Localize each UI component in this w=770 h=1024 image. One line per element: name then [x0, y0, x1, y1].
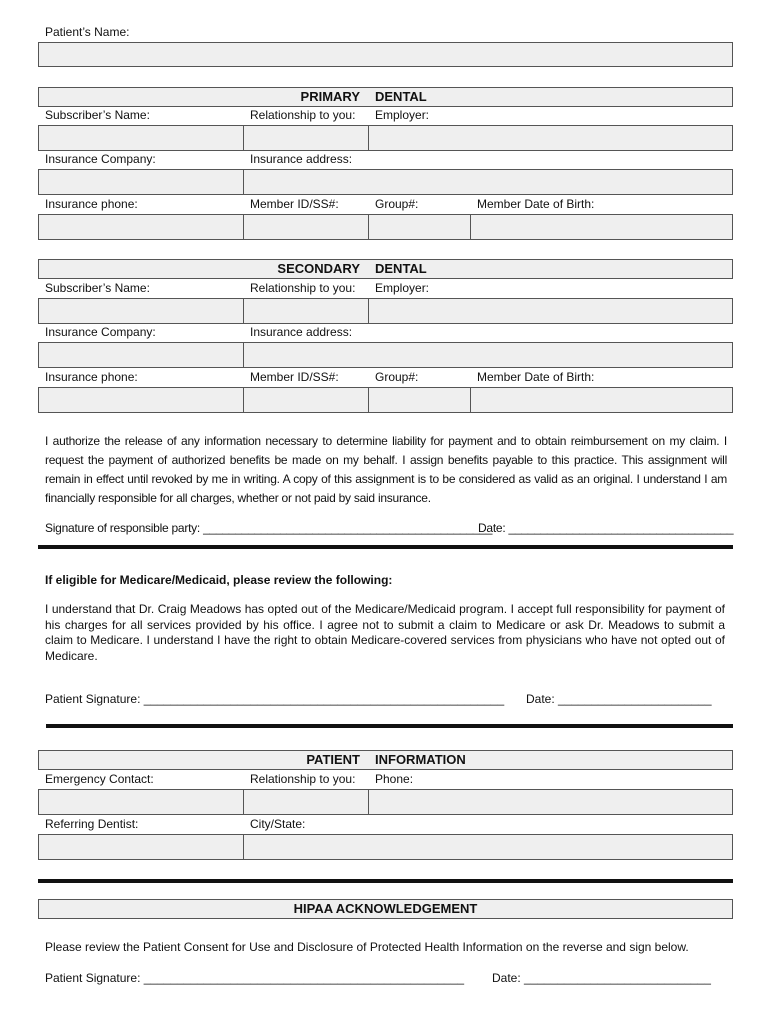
primary-phone-label: Insurance phone:	[45, 197, 138, 211]
patient-relationship-label: Relationship to you:	[250, 772, 356, 786]
secondary-subscriber-field[interactable]	[38, 298, 244, 324]
hipaa-signature-line[interactable]: Patient Signature: ________________________________________________	[45, 971, 465, 985]
primary-relationship-field[interactable]	[243, 125, 369, 151]
secondary-relationship-label: Relationship to you:	[250, 281, 356, 295]
secondary-address-field[interactable]	[243, 342, 733, 368]
referring-dentist-field[interactable]	[38, 834, 244, 860]
secondary-phone-label: Insurance phone:	[45, 370, 138, 384]
divider-rule	[38, 879, 733, 883]
primary-employer-field[interactable]	[368, 125, 733, 151]
patient-info-header	[38, 750, 733, 770]
primary-dob-field[interactable]	[470, 214, 733, 240]
city-state-field[interactable]	[243, 834, 733, 860]
secondary-company-field[interactable]	[38, 342, 244, 368]
patient-relationship-field[interactable]	[243, 789, 369, 815]
medicare-signature-line[interactable]: Patient Signature: ______________________________________________________	[45, 692, 505, 706]
secondary-address-label: Insurance address:	[250, 325, 353, 339]
primary-title-left: PRIMARY	[300, 89, 360, 104]
hipaa-date-line[interactable]: Date: ____________________________	[492, 971, 711, 985]
secondary-employer-label: Employer:	[375, 281, 430, 295]
emergency-contact-label: Emergency Contact:	[45, 772, 154, 786]
secondary-dental-header	[38, 259, 733, 279]
authorization-signature-line[interactable]: Signature of responsible party: _____________________________________________	[45, 521, 493, 535]
patient-info-title-left: PATIENT	[306, 752, 360, 767]
primary-member-id-label: Member ID/SS#:	[250, 197, 339, 211]
primary-relationship-label: Relationship to you:	[250, 108, 356, 122]
city-state-label: City/State:	[250, 817, 306, 831]
primary-company-label: Insurance Company:	[45, 152, 156, 166]
medicare-date-line[interactable]: Date: _______________________	[526, 692, 712, 706]
secondary-phone-field[interactable]	[38, 387, 244, 413]
authorization-date-line[interactable]: Date: ___________________________________	[478, 521, 734, 535]
patient-phone-field[interactable]	[368, 789, 733, 815]
primary-subscriber-label: Subscriber’s Name:	[45, 108, 150, 122]
primary-member-id-field[interactable]	[243, 214, 369, 240]
primary-group-field[interactable]	[368, 214, 471, 240]
secondary-dob-field[interactable]	[470, 387, 733, 413]
secondary-relationship-field[interactable]	[243, 298, 369, 324]
primary-group-label: Group#:	[375, 197, 419, 211]
patient-name-field[interactable]	[38, 42, 733, 67]
divider-rule	[38, 545, 733, 549]
secondary-dob-label: Member Date of Birth:	[477, 370, 595, 384]
secondary-employer-field[interactable]	[368, 298, 733, 324]
medicare-text: I understand that Dr. Craig Meadows has opted out of the Medicare/Medicaid program. I accept full responsibility for payment of his charges for all services provided by his office. I agree not to submit a claim to Medicare or ask Dr. Meadows to submit a claim to Medicare. I understand I have the right to obtain Medicare-covered services from physicians who have not opted out of Medicare.	[45, 602, 725, 663]
secondary-company-label: Insurance Company:	[45, 325, 156, 339]
hipaa-title: HIPAA ACKNOWLEDGEMENT	[293, 901, 478, 916]
primary-phone-field[interactable]	[38, 214, 244, 240]
primary-subscriber-field[interactable]	[38, 125, 244, 151]
primary-title-right: DENTAL	[375, 89, 427, 104]
secondary-subscriber-label: Subscriber’s Name:	[45, 281, 150, 295]
hipaa-text: Please review the Patient Consent for Use and Disclosure of Protected Health Information on the reverse and sign below.	[45, 940, 689, 954]
primary-address-label: Insurance address:	[250, 152, 353, 166]
primary-dental-header	[38, 87, 733, 107]
secondary-member-id-field[interactable]	[243, 387, 369, 413]
secondary-member-id-label: Member ID/SS#:	[250, 370, 339, 384]
secondary-group-label: Group#:	[375, 370, 419, 384]
emergency-contact-field[interactable]	[38, 789, 244, 815]
primary-dob-label: Member Date of Birth:	[477, 197, 595, 211]
primary-employer-label: Employer:	[375, 108, 430, 122]
referring-dentist-label: Referring Dentist:	[45, 817, 139, 831]
primary-company-field[interactable]	[38, 169, 244, 195]
primary-address-field[interactable]	[243, 169, 733, 195]
patient-phone-label: Phone:	[375, 772, 414, 786]
secondary-title-left: SECONDARY	[277, 261, 360, 276]
medicare-heading: If eligible for Medicare/Medicaid, please review the following:	[45, 573, 393, 587]
secondary-group-field[interactable]	[368, 387, 471, 413]
hipaa-header	[38, 899, 733, 919]
patient-info-title-right: INFORMATION	[375, 752, 466, 767]
secondary-title-right: DENTAL	[375, 261, 427, 276]
authorization-text: I authorize the release of any information necessary to determine liability for payment and to obtain reimbursement on my claim. I request the payment of authorized benefits be made on my behalf. I assign benefits payable to this practice. This assignment will remain in effect until revoked by me in writing. A copy of this assignment is to be considered as valid as an original. I understand I am financially responsible for all charges, whether or not paid by said insurance.	[45, 434, 727, 505]
divider-rule	[46, 724, 733, 728]
patient-name-label: Patient’s Name:	[45, 25, 130, 39]
